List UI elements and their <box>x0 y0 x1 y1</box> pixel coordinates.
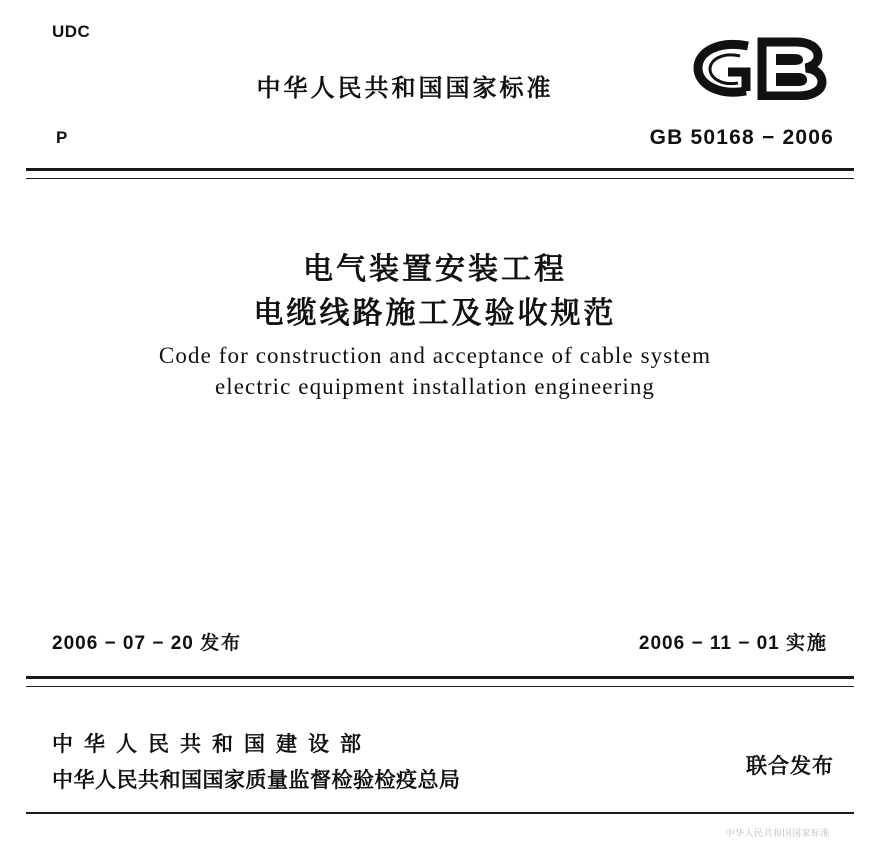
issue-date-group <box>52 628 242 655</box>
publishers <box>52 728 692 794</box>
publisher-line-2: 中华人民共和国国家质量监督检验检疫总局 <box>52 768 461 792</box>
title-chinese <box>0 248 870 336</box>
effective-date-group <box>639 628 828 655</box>
footer-note: 中华人民共和国国家标准 <box>725 829 830 839</box>
title-chinese-line-2: 电缆线路施工及验收规范 <box>253 296 617 331</box>
publisher-line-1: 中华人民共和国建设部 <box>52 732 372 756</box>
header-rule-thin <box>26 178 854 179</box>
issue-date: 2006 − 07 − 20 <box>52 633 194 654</box>
page-bottom-rule <box>26 812 854 814</box>
udc-label: UDC <box>52 22 91 41</box>
joint-issue-label: 联合发布 <box>746 754 834 778</box>
date-row <box>0 628 870 662</box>
effective-date: 2006 − 11 − 01 <box>638 633 780 654</box>
footer-rule-thin <box>26 686 854 687</box>
title-english-line-2: electric equipment installation engineering <box>214 374 656 399</box>
effective-label: 实施 <box>785 632 828 654</box>
header-rule-thick <box>26 168 854 171</box>
category-mark: P <box>56 128 68 147</box>
footer-rule-thick <box>26 676 854 679</box>
issue-label: 发布 <box>200 632 243 654</box>
national-standard-heading: 中华人民共和国国家标准 <box>256 74 554 102</box>
gb-logo <box>688 36 836 100</box>
title-english <box>0 340 870 402</box>
title-chinese-line-1: 电气装置安装工程 <box>303 252 567 287</box>
title-english-line-1: Code for construction and acceptance of cable system <box>158 343 712 368</box>
standard-number: GB 50168 − 2006 <box>649 126 834 149</box>
